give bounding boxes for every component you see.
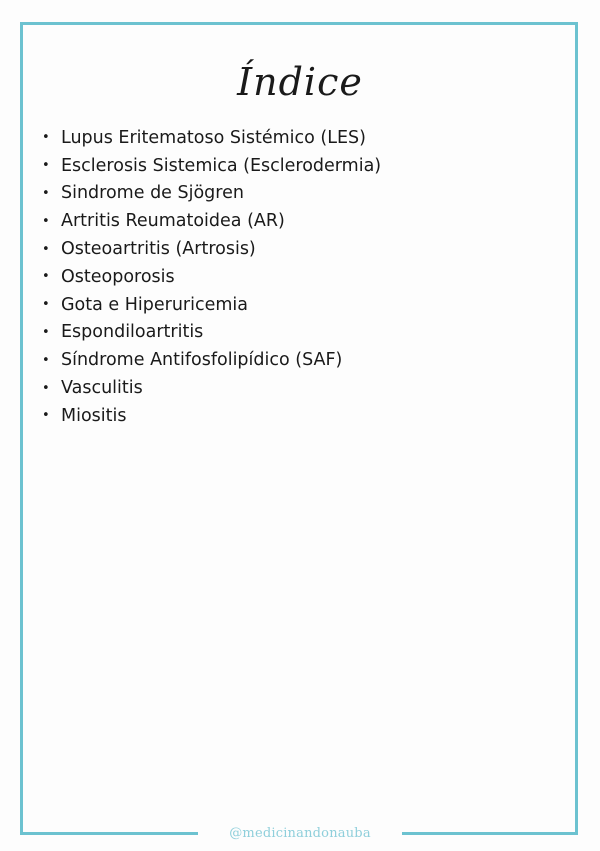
index-item: [42, 152, 381, 180]
index-item: [42, 319, 381, 347]
bullet-icon: •: [42, 241, 50, 257]
index-item: [42, 291, 381, 319]
index-item: [42, 207, 381, 235]
bullet-icon: •: [42, 297, 50, 313]
bullet-icon: •: [42, 158, 50, 174]
index-item: [42, 263, 381, 291]
index-item: [42, 374, 381, 402]
index-item-label: Osteoartritis (Artrosis): [61, 239, 256, 260]
index-item-label: Miositis: [61, 405, 127, 426]
index-item: [42, 235, 381, 263]
bullet-icon: •: [42, 408, 50, 424]
index-item: [42, 346, 381, 374]
index-item-label: Artritis Reumatoidea (AR): [61, 211, 285, 232]
bullet-icon: •: [42, 130, 50, 146]
bullet-icon: •: [42, 324, 50, 340]
index-item: [42, 180, 381, 208]
footer-handle: @medicinandonauba: [229, 826, 371, 841]
index-item: [42, 124, 381, 152]
index-item-label: Gota e Hiperuricemia: [61, 294, 249, 315]
index-item-label: Osteoporosis: [61, 266, 175, 287]
bullet-icon: •: [42, 185, 50, 201]
index-item: [42, 402, 381, 430]
index-list: [42, 124, 381, 430]
index-item-label: Vasculitis: [61, 378, 143, 399]
index-item-label: Síndrome Antifosfolipídico (SAF): [61, 350, 343, 371]
index-item-label: Espondiloartritis: [61, 322, 204, 343]
index-item-label: Sindrome de Sjögren: [61, 183, 244, 204]
bullet-icon: •: [42, 213, 50, 229]
index-item-label: Esclerosis Sistemica (Esclerodermia): [61, 155, 382, 176]
bullet-icon: •: [42, 380, 50, 396]
bullet-icon: •: [42, 269, 50, 285]
index-item-label: Lupus Eritematoso Sistémico (LES): [61, 127, 366, 148]
bullet-icon: •: [42, 352, 50, 368]
page-title: Índice: [237, 60, 363, 104]
